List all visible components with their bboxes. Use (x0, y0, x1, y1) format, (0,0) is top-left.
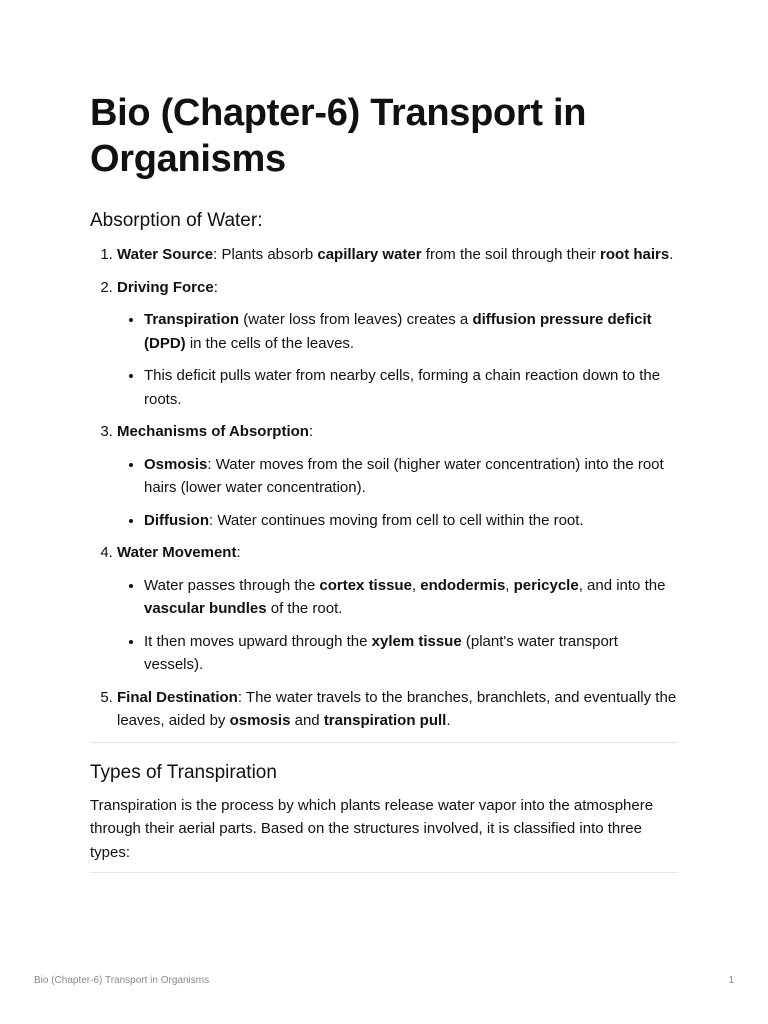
water-movement-sublist (117, 574, 678, 677)
item-colon: : (213, 246, 218, 263)
list-item-water-source (117, 243, 678, 267)
item-bold-text: transpiration pull (323, 712, 447, 729)
item-text: : Water continues moving from cell to cell within the root. (209, 511, 584, 529)
item-text: This deficit pulls water from nearby cells, forming a chain reaction down to the roots. (144, 367, 661, 408)
item-text: . (669, 246, 674, 263)
sublist-item (144, 630, 678, 677)
item-bold-text: cortex tissue (319, 576, 412, 594)
list-item-final-destination (117, 686, 678, 733)
item-label: Mechanisms of Absorption (117, 423, 309, 440)
item-bold-text: osmosis (229, 712, 291, 729)
item-text: and (290, 712, 324, 729)
section-heading-absorption: Absorption of Water: (90, 210, 263, 231)
footer-document-title: Bio (Chapter-6) Transport in Organisms (34, 975, 210, 986)
section-divider (90, 742, 678, 743)
item-colon: : (308, 423, 314, 440)
transpiration-paragraph: Transpiration is the process by which plants release water vapor into the atmosphere through their aerial parts. Based on the structures involved, it is classified into three types: (90, 796, 654, 861)
item-bold-text: Transpiration (144, 311, 240, 328)
sublist-item (144, 364, 678, 411)
item-bold-text: diffusion pressure deficit (DPD) (144, 311, 652, 352)
item-text: , and into the (578, 576, 666, 594)
item-colon: : (237, 688, 243, 706)
footer-page-number: 1 (728, 975, 734, 986)
absorption-list (90, 243, 678, 733)
item-text: (water loss from leaves) creates a (239, 311, 473, 328)
item-text: , (411, 576, 421, 594)
item-bold-text: root hairs (600, 246, 670, 263)
item-text: in the cells of the leaves. (185, 334, 355, 352)
mechanisms-sublist (117, 453, 678, 533)
item-bold-text: Osmosis (144, 455, 208, 473)
sublist-item (144, 509, 678, 533)
item-bold-text: Diffusion (144, 511, 209, 529)
item-text: from the soil through their (421, 246, 601, 263)
sublist-item (144, 308, 678, 355)
item-text: . (446, 712, 451, 729)
list-item-water-movement (117, 541, 678, 677)
sublist-item (144, 574, 678, 621)
item-text: It then moves upward through the (144, 632, 372, 650)
item-text: : Water moves from the soil (higher water concentration) into the root hairs (lower water concentration). (144, 455, 664, 496)
item-label: Water Source (117, 246, 214, 263)
item-text: Water passes through the (144, 576, 320, 594)
item-label: Final Destination (117, 688, 238, 706)
item-text: (plant's water transport vessels). (144, 632, 618, 673)
item-bold-text: vascular bundles (144, 600, 267, 617)
item-bold-text: pericycle (513, 576, 579, 594)
item-bold-text: capillary water (317, 246, 422, 263)
item-colon: : (236, 544, 241, 561)
item-bold-text: endodermis (420, 576, 506, 594)
item-bold-text: xylem tissue (371, 632, 462, 650)
section-heading-types: Types of Transpiration (90, 761, 277, 783)
item-text: The water travels to the branches, branchlets, and eventually the leaves, aided by (117, 688, 677, 729)
item-label: Water Movement (117, 544, 237, 561)
item-text: of the root. (266, 600, 343, 617)
list-item-driving-force (117, 276, 678, 412)
item-text: Plants absorb (217, 246, 318, 263)
document-title: Bio (Chapter-6) Transport in Organisms (90, 92, 587, 180)
list-item-mechanisms (117, 420, 678, 532)
item-text: , (505, 576, 514, 594)
item-colon: : (213, 278, 218, 296)
driving-force-sublist (117, 308, 678, 411)
document-page (90, 90, 678, 873)
sublist-item (144, 453, 678, 500)
section-divider (90, 872, 678, 873)
item-label: Driving Force (117, 278, 214, 296)
